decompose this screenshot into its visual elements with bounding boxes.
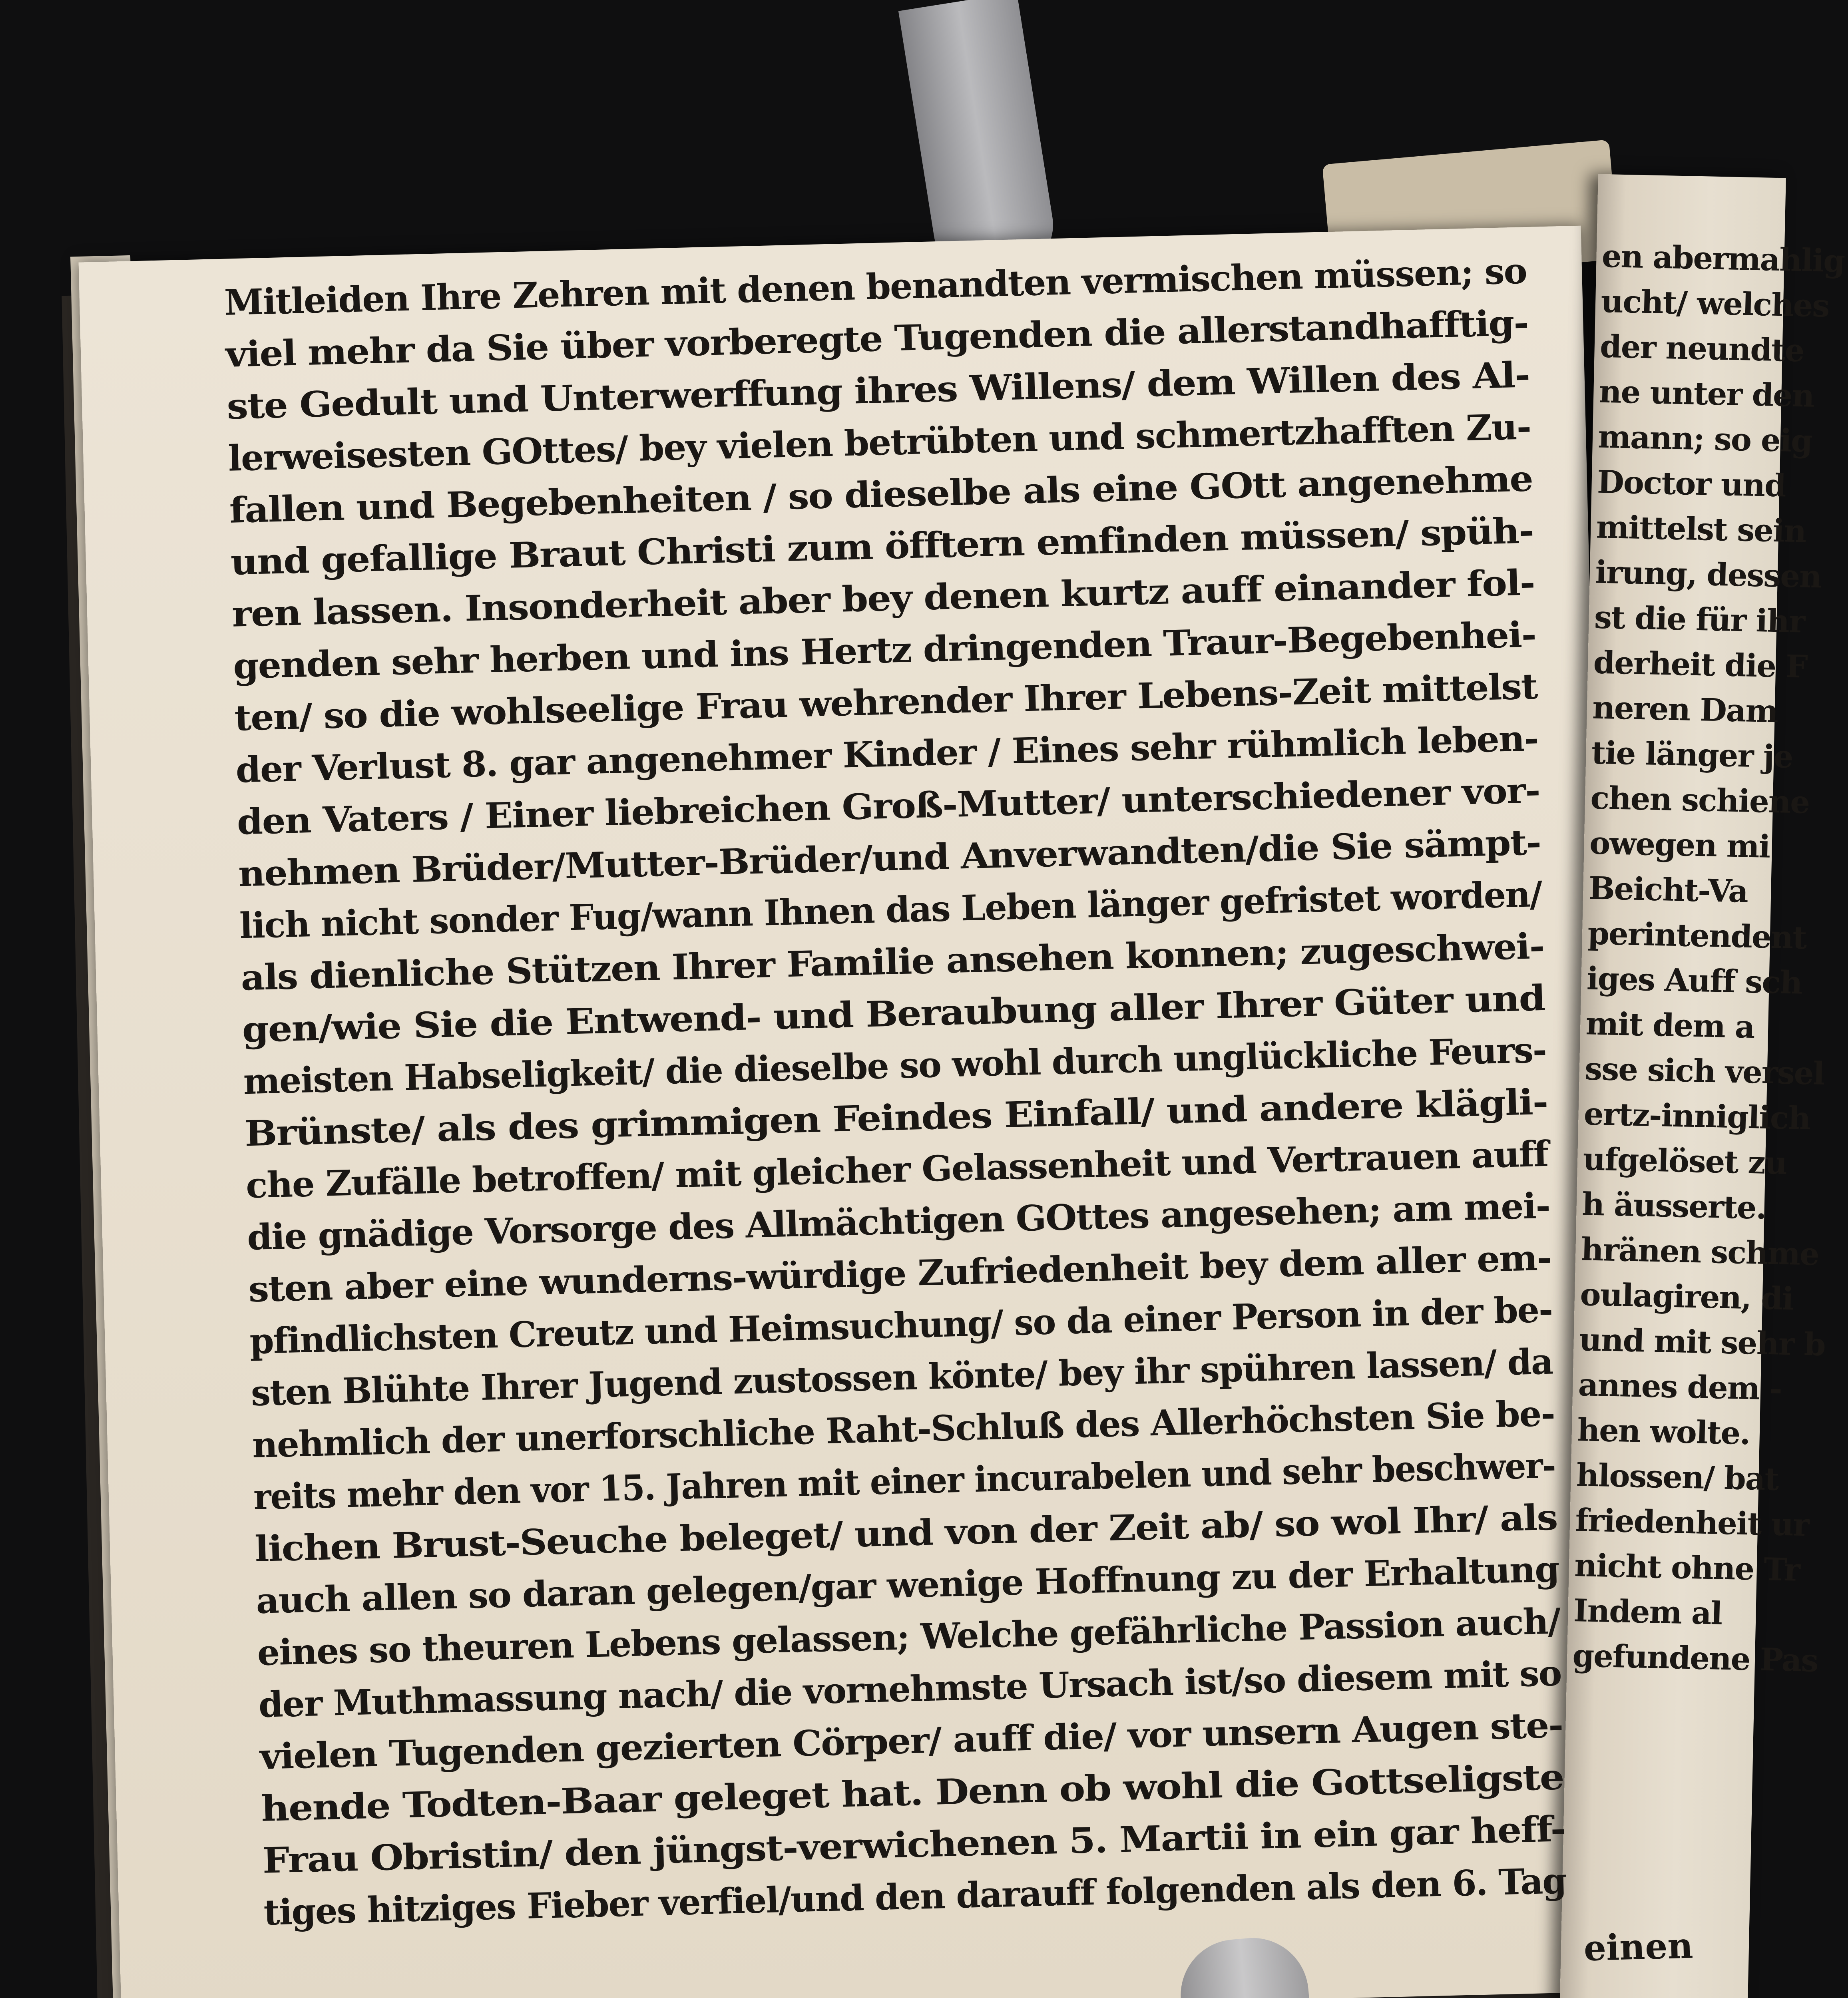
text-line: der Muthmassung nach/ die vornehmste Ursach ist/so diesem mit so xyxy=(258,1652,1562,1725)
fragment-line: irung, dessen xyxy=(1595,554,1822,595)
fragment-line: hränen schme xyxy=(1581,1231,1819,1273)
text-line: lich nicht sonder Fug/wann Ihnen das Leben länger gefristet worden/ xyxy=(239,873,1542,947)
text-line: und gefallige Braut Christi zum öfftern emfinden müssen/ spüh- xyxy=(230,509,1534,583)
text-line: genden sehr herben und ins Hertz dringenden Traur-Begebenhei- xyxy=(233,613,1536,687)
text-line: reits mehr den vor 15. Jahren mit einer incurabelen und sehr beschwer- xyxy=(253,1444,1556,1518)
fragment-line: ucht/ welches xyxy=(1600,283,1830,324)
fragment-line: mann; so eig xyxy=(1597,418,1812,460)
fragment-line: derheit die F xyxy=(1593,644,1808,685)
text-line: Mitleiden Ihre Zehren mit denen benandten vermischen müssen; so xyxy=(224,250,1527,323)
fragment-line: sse sich versel xyxy=(1584,1051,1825,1092)
text-line: als dienliche Stützen Ihrer Familie ansehen konnen; zugeschwei- xyxy=(240,925,1545,999)
text-line: vielen Tugenden gezierten Cörper/ auff die/ vor unsern Augen ste- xyxy=(259,1704,1563,1777)
catchword: einen xyxy=(1583,1924,1694,1969)
fragment-line: en abermahlig xyxy=(1601,238,1845,280)
text-line: Brünste/ als des grimmigen Feindes Einfall/ und andere klägli- xyxy=(244,1081,1548,1154)
text-line: ten/ so die wohlseelige Frau wehrender Ihrer Lebens-Zeit mittelst xyxy=(234,665,1538,739)
fragment-line: und mit sehr b xyxy=(1579,1321,1826,1363)
text-line: eines so theuren Lebens gelassen; Welche gefährliche Passion auch/ xyxy=(257,1600,1561,1674)
fragment-line: friedenheit ur xyxy=(1575,1502,1809,1544)
text-line: nehmen Brüder/Mutter-Brüder/und Anverwandten/die Sie sämpt- xyxy=(237,821,1541,895)
fragment-line: perintendent xyxy=(1587,915,1807,956)
next-page-text-fragments xyxy=(1567,238,1845,1920)
text-line: lerweisesten GOttes/ bey vielen betrübten und schmertzhafften Zu- xyxy=(227,406,1531,479)
fragment-line: gefundene Pas xyxy=(1572,1637,1818,1679)
text-line: ste Gedult und Unterwerffung ihres Willens/ dem Willen des Al- xyxy=(226,354,1530,427)
fragment-line: nicht ohne Tr xyxy=(1574,1547,1800,1588)
text-line: tiges hitziges Fieber verfiel/und den darauff folgenden als den 6. Tag xyxy=(263,1860,1567,1933)
text-line: den Vaters / Einer liebreichen Groß-Mutter/ unterschiedener vor- xyxy=(236,769,1540,843)
text-line: ren lassen. Insonderheit aber bey denen kurtz auff einander fol- xyxy=(231,561,1535,635)
text-line: sten Blühte Ihrer Jugend zustossen könte/ bey ihr spühren lassen/ da xyxy=(250,1340,1553,1414)
text-line: viel mehr da Sie über vorberegte Tugenden die allerstandhafftig- xyxy=(225,302,1529,375)
text-line: pfindlichsten Creutz und Heimsuchung/ so da einer Person in der be- xyxy=(249,1288,1553,1362)
fragment-line: der neundte xyxy=(1599,328,1804,369)
fragment-line: h äusserte. xyxy=(1581,1186,1766,1226)
text-line: Frau Obristin/ den jüngst-verwichenen 5. Martii in ein gar heff- xyxy=(262,1808,1566,1881)
text-line: auch allen so daran gelegen/gar wenige Hoffnung zu der Erhaltung xyxy=(255,1548,1559,1622)
fragment-line: ne unter den xyxy=(1599,373,1814,414)
fragment-line: st die für ihr xyxy=(1594,599,1805,640)
text-line: lichen Brust-Seuche beleget/ und von der Zeit ab/ so wol Ihr/ als xyxy=(254,1496,1558,1570)
fragment-line: mittelst sein xyxy=(1595,509,1806,550)
fragment-line: annes dem - xyxy=(1577,1367,1782,1407)
text-line: sten aber eine wunderns-würdige Zufriedenheit bey dem aller em- xyxy=(248,1236,1552,1310)
fragment-line: ertz-inniglich xyxy=(1583,1096,1811,1137)
text-line: der Verlust 8. gar angenehmer Kinder / Eines sehr rühmlich leben- xyxy=(235,717,1539,791)
text-line: die gnädige Vorsorge des Allmächtigen GOttes angesehen; am mei- xyxy=(247,1184,1550,1258)
fragment-line: tie länger je xyxy=(1591,734,1793,776)
text-line: meisten Habseligkeit/ die dieselbe so wohl durch unglückliche Feurs- xyxy=(243,1029,1547,1102)
fragment-line: Doctor und xyxy=(1597,464,1786,504)
fragment-line: ufgelöset zu xyxy=(1582,1141,1787,1182)
fragment-line: mit dem a xyxy=(1585,1005,1755,1046)
fragment-line: Indem al xyxy=(1573,1592,1723,1632)
text-line: hende Todten-Baar geleget hat. Denn ob wohl die Gottseligste xyxy=(261,1756,1564,1829)
fragment-line: iges Auff sch xyxy=(1586,960,1802,1001)
fragment-line: hen wolte. xyxy=(1577,1412,1750,1452)
text-line: gen/wie Sie die Entwend- und Beraubung aller Ihrer Güter und xyxy=(241,977,1545,1051)
fragment-line: chen schiene xyxy=(1590,780,1810,821)
fragment-line: hlossen/ bat xyxy=(1576,1457,1779,1498)
fragment-line: oulagiren, di xyxy=(1579,1276,1794,1317)
fragment-line: owegen mi xyxy=(1589,825,1770,865)
text-line: fallen und Begebenheiten / so dieselbe als eine GOtt angenehme xyxy=(229,458,1533,531)
text-line: che Zufälle betroffen/ mit gleicher Gelassenheit und Vertrauen auff xyxy=(245,1132,1549,1206)
fragment-line: Beicht-Va xyxy=(1588,870,1748,910)
fragment-line: neren Dam xyxy=(1592,689,1778,730)
text-line: nehmlich der unerforschliche Raht-Schluß des Allerhöchsten Sie be- xyxy=(251,1392,1555,1466)
